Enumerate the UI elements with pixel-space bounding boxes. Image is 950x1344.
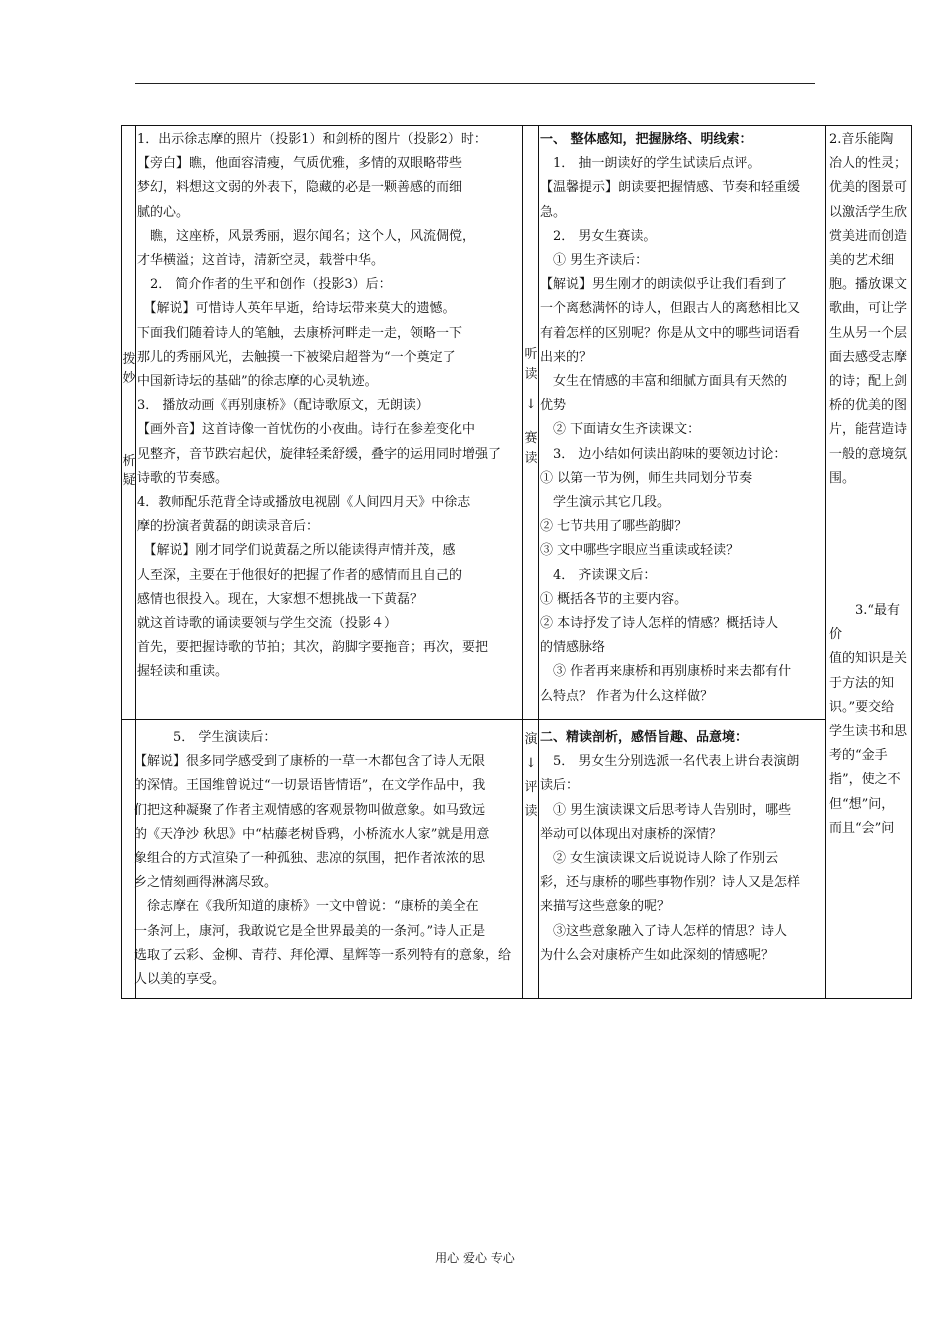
- student-activity-top: [540, 128, 825, 709]
- text-line: ① 男生齐读后：: [540, 253, 649, 269]
- text-line: 围。: [829, 470, 856, 486]
- text-line: 一条河上，康河，我敢说它是全世界最美的一条河。”诗人正是: [134, 923, 486, 939]
- text-line: 就这首诗歌的诵读要领与学生交流（投影４）: [137, 616, 398, 632]
- text-line: 二、精读剖析，感悟旨趣、品意境：: [540, 730, 749, 745]
- text-line: 【解说】刚才同学们说黄磊之所以能读得声情并茂，感: [137, 543, 456, 559]
- text-line: 但“想”问，: [829, 796, 895, 812]
- text-line: 2． 简介作者的生平和创作（投影3）后：: [137, 277, 392, 293]
- text-line: 瞧，这座桥，风景秀丽，遐尔闻名；这个人，风流倜傥，: [137, 228, 476, 244]
- text-line: 【解说】可惜诗人英年早逝，给诗坛带来莫大的遗憾。: [137, 301, 456, 317]
- text-line: 的诗；配上剑: [829, 374, 908, 390]
- text-line: 有着怎样的区别呢？你是从文中的哪些词语看: [540, 325, 801, 341]
- text-line: ② 七节共用了哪些韵脚？: [540, 519, 688, 535]
- text-line: 的深情。王国维曾说过“一切景语皆情语”，在文学作品中，我: [134, 778, 486, 794]
- text-line: 而且“会”问: [829, 820, 895, 836]
- text-line: 诗歌的节奏感。: [137, 470, 229, 486]
- text-line: 感情也很投入。现在，大家想不想挑战一下黄磊？: [137, 591, 424, 607]
- page-footer: 用心 爱心 专心: [435, 1251, 515, 1265]
- text-line: 一个离愁满怀的诗人，但跟古人的离愁相比又: [540, 301, 801, 317]
- text-line: 读后：: [540, 778, 580, 794]
- text-line: 2． 男女生赛读。: [540, 228, 657, 244]
- text-line: ③ 作者再来康桥和再别康桥时来去都有什: [540, 664, 792, 680]
- text-line: 人以美的享受。: [134, 972, 226, 988]
- header-rule: [135, 83, 815, 84]
- text-line: 学生读书和思: [829, 724, 908, 740]
- text-line: ① 以第一节为例，师生共同划分节奏: [540, 470, 753, 486]
- text-line: 3.“最有价: [829, 603, 901, 643]
- text-line: 选取了云彩、金柳、青荇、拜伦潭、星辉等一系列特有的意象，给: [134, 947, 512, 963]
- side-label: 听 读 ↓ 赛 读: [524, 347, 538, 466]
- text-line: 摩的扮演者黄磊的朗读录音后：: [137, 519, 320, 535]
- design-intent-top: [829, 128, 911, 491]
- text-line: 优美的图景可: [829, 180, 908, 196]
- text-line: 人至深，主要在于他很好的把握了作者的感情而且自己的: [137, 567, 463, 583]
- row-divider: [122, 719, 825, 720]
- text-line: 的情感脉络: [540, 640, 606, 656]
- teaching-process-bottom: [134, 726, 524, 992]
- text-line: 以激活学生欣: [829, 204, 908, 220]
- text-line: 值的知识是关: [829, 651, 908, 667]
- text-line: 优势: [540, 398, 567, 414]
- text-line: ③这些意象融入了诗人怎样的情思？诗人: [540, 923, 788, 939]
- text-line: 下面我们随着诗人的笔触，去康桥河畔走一走，领略一下: [137, 325, 463, 341]
- design-intent-bottom: [829, 599, 911, 841]
- text-line: 于方法的知: [829, 675, 895, 691]
- text-line: 【画外音】这首诗像一首忧伤的小夜曲。诗行在参差变化中: [137, 422, 476, 438]
- text-line: ③ 文中哪些字眼应当重读或轻读？: [540, 543, 740, 559]
- text-line: 3． 边小结如何读出韵味的要领边讨论：: [540, 446, 787, 462]
- text-line: 识。”要交给: [829, 699, 895, 715]
- text-line: 面去感受志摩: [829, 349, 908, 365]
- text-line: 么特点？ 作者为什么这样做？: [540, 688, 714, 704]
- text-line: 学生演示其它几段。: [540, 495, 671, 511]
- text-line: ② 本诗抒发了诗人怎样的情感？概括诗人: [540, 616, 779, 632]
- text-line: 彩，还与康桥的哪些事物作别？诗人又是怎样: [540, 875, 801, 891]
- teaching-process-top: [137, 128, 523, 685]
- text-line: 生从另一个层: [829, 325, 908, 341]
- text-line: 那儿的秀丽风光，去触摸一下被梁启超誉为“一个奠定了: [137, 349, 456, 365]
- text-line: 徐志摩在《我所知道的康桥》一文中曾说：“康桥的美全在: [134, 899, 479, 915]
- text-line: 冶人的性灵；: [829, 156, 908, 172]
- text-line: 出来的？: [540, 349, 593, 365]
- text-line: 考的“金手: [829, 748, 888, 764]
- text-line: 中国新诗坛的基础”的徐志摩的心灵轨迹。: [137, 374, 378, 390]
- text-line: 1． 抽一朗读好的学生试读后点评。: [540, 156, 761, 172]
- text-line: ① 男生演读课文后思考诗人告别时，哪些: [540, 802, 792, 818]
- text-line: 一、 整体感知，把握脉络、明线索：: [540, 132, 753, 147]
- text-line: 3． 播放动画《再别康桥》（配诗歌原文，无朗读）: [137, 398, 429, 414]
- column-divider: [825, 126, 826, 998]
- text-line: 【旁白】瞧，他面容清瘦，气质优雅，多情的双眼略带些: [137, 156, 463, 172]
- text-line: 赏美进而创造: [829, 228, 908, 244]
- text-line: 象组合的方式渲染了一种孤独、悲凉的氛围，把作者浓浓的思: [134, 851, 486, 867]
- text-line: 2.音乐能陶: [829, 132, 894, 147]
- text-line: 指”，使之不: [829, 772, 901, 788]
- text-line: 1．出示徐志摩的照片（投影1）和剑桥的图片（投影2）时：: [137, 132, 487, 147]
- text-line: 乡之情刻画得淋漓尽致。: [134, 875, 278, 891]
- text-line: 握轻读和重读。: [137, 664, 229, 680]
- text-line: 【温馨提示】朗读要把握情感、节奏和轻重缓: [540, 180, 801, 196]
- text-line: 美的艺术细: [829, 253, 895, 269]
- text-line: 女生在情感的丰富和细腻方面具有天然的: [540, 374, 788, 390]
- text-line: 首先，要把握诗歌的节拍；其次，韵脚字要拖音；再次，要把: [137, 640, 489, 656]
- text-line: 歌曲，可让学: [829, 301, 908, 317]
- side-label: 演 ↓ 评 读: [524, 732, 538, 819]
- text-line: 片，能营造诗: [829, 422, 908, 438]
- text-line: ① 概括各节的主要内容。: [540, 591, 688, 607]
- text-line: 4．教师配乐范背全诗或播放电视剧《人间四月天》中徐志: [137, 495, 471, 511]
- column-divider: [538, 126, 539, 998]
- text-line: 的《天净沙 秋思》中“枯藤老树昏鸦，小桥流水人家”就是用意: [134, 826, 490, 842]
- side-label: 拨 妙: [122, 352, 136, 386]
- text-line: 为什么会对康桥产生如此深刻的情感呢？: [540, 947, 775, 963]
- text-line: 5． 男女生分别选派一名代表上讲台表演朗: [540, 754, 800, 770]
- text-line: 举动可以体现出对康桥的深情？: [540, 826, 723, 842]
- text-line: 急。: [540, 204, 567, 220]
- text-line: 4． 齐读课文后：: [540, 567, 657, 583]
- text-line: ② 女生演读课文后说说诗人除了作别云: [540, 851, 779, 867]
- text-line: 胞。播放课文: [829, 277, 908, 293]
- text-line: 才华横溢；这首诗，清新空灵，载誉中华。: [137, 253, 385, 269]
- text-line: 5． 学生演读后：: [134, 730, 277, 745]
- text-line: 来描写这些意象的呢？: [540, 899, 671, 915]
- text-line: 们把这种凝聚了作者主观情感的客观景物叫做意象。如马致远: [134, 802, 486, 818]
- text-line: 腻的心。: [137, 204, 190, 220]
- student-activity-bottom: [540, 726, 825, 968]
- text-line: 梦幻，料想这文弱的外表下，隐藏的必是一颗善感的而细: [137, 180, 463, 196]
- text-line: 【解说】男生刚才的朗读似乎让我们看到了: [540, 277, 788, 293]
- text-line: ② 下面请女生齐读课文：: [540, 422, 701, 438]
- text-line: 见整齐，音节跌宕起伏，旋律轻柔舒缓，叠字的运用同时增强了: [137, 446, 502, 462]
- text-line: 桥的优美的图: [829, 398, 908, 414]
- text-line: 【解说】很多同学感受到了康桥的一草一木都包含了诗人无限: [134, 754, 486, 770]
- side-label: 析 疑: [122, 454, 136, 488]
- text-line: 一般的意境氛: [829, 446, 908, 462]
